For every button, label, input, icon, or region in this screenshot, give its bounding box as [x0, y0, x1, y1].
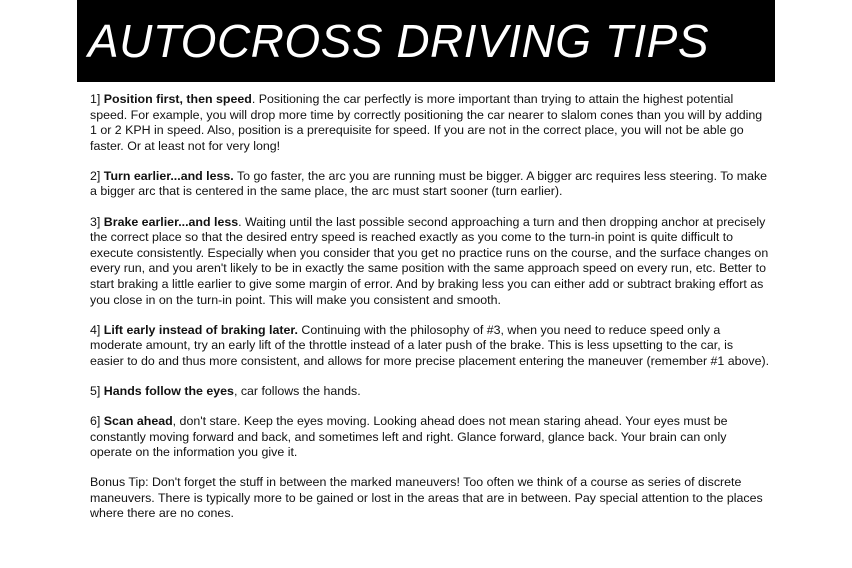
- tip-6: [90, 414, 770, 461]
- title-banner: [77, 0, 775, 82]
- tip-number: 4]: [90, 322, 101, 337]
- tip-heading: Brake earlier...and less: [103, 214, 239, 229]
- tip-body: To go faster, the arc you are running must be bigger. A bigger arc requires less steering. To make a bigger arc that is centered in the same place, the arc must start sooner (turn earlier).: [90, 168, 768, 199]
- document-page: [77, 0, 775, 568]
- bonus-tip: Bonus Tip: Don't forget the stuff in between the marked maneuvers! Too often we think of a course as series of discrete maneuvers. There is typically more to be gained or lost in the areas that are in between. Pay special attention to the places where there are no cones.: [90, 475, 763, 521]
- tip-body: . Waiting until the last possible second approaching a turn and then dropping anchor at precisely the correct place so that the desired entry speed is reached exactly as you come to the turn-in point is quite difficult to execute consistently. Especially when you consider that you get no practice runs on the course, and the surface changes on every run, and you aren't likely to be in exactly the same position with the same approach speed on every run, etc. Better to start braking a little earlier to give some margin of error. And by braking less you can either add or subtract braking effort as you close in on the turn-in point. This will make you consistent and smooth.: [90, 214, 769, 307]
- tip-5: [90, 384, 770, 400]
- tip-number: 1]: [90, 92, 101, 106]
- tip-body: Continuing with the philosophy of #3, when you need to reduce speed only a moderate amount, try an early lift of the throttle instead of a later push of the brake. This is less upsetting to the car, is easier to do and thus more consistent, and allows for more precise placement entering the maneuver (remember #1 above).: [90, 322, 770, 368]
- tip-heading: Lift early instead of braking later.: [103, 322, 298, 337]
- tips-list: [90, 92, 770, 537]
- tip-number: 3]: [90, 214, 101, 229]
- tip-1: [90, 92, 770, 154]
- tip-body: , car follows the hands.: [233, 383, 361, 398]
- tip-2: [90, 169, 770, 200]
- tip-body: , don't stare. Keep the eyes moving. Looking ahead does not mean staring ahead. Your eyes must be constantly moving forward and back, and sometimes left and right. Glance forward, glance back. Your brain can only operate on the information you give it.: [90, 414, 728, 460]
- tip-4: [90, 323, 770, 370]
- tip-heading: Position first, then speed: [103, 92, 252, 106]
- tip-heading: Turn earlier...and less.: [103, 168, 234, 183]
- tip-number: 5]: [90, 383, 101, 398]
- tip-3: [90, 215, 770, 309]
- tip-number: 6]: [90, 414, 101, 428]
- page-title: AUTOCROSS DRIVING TIPS: [88, 15, 710, 67]
- tip-heading: Hands follow the eyes: [103, 383, 234, 398]
- tip-heading: Scan ahead: [103, 414, 173, 428]
- tip-number: 2]: [90, 168, 101, 183]
- tip-body: . Positioning the car perfectly is more important than trying to attain the highest potential speed. For example, you will drop more time by correctly positioning the car nearer to slalom cones than you will by adding 1 or 2 KPH in speed. Also, position is a prerequisite for speed. If you are not in the correct place, you will not be able go faster. Or at least not for very long!: [90, 92, 763, 153]
